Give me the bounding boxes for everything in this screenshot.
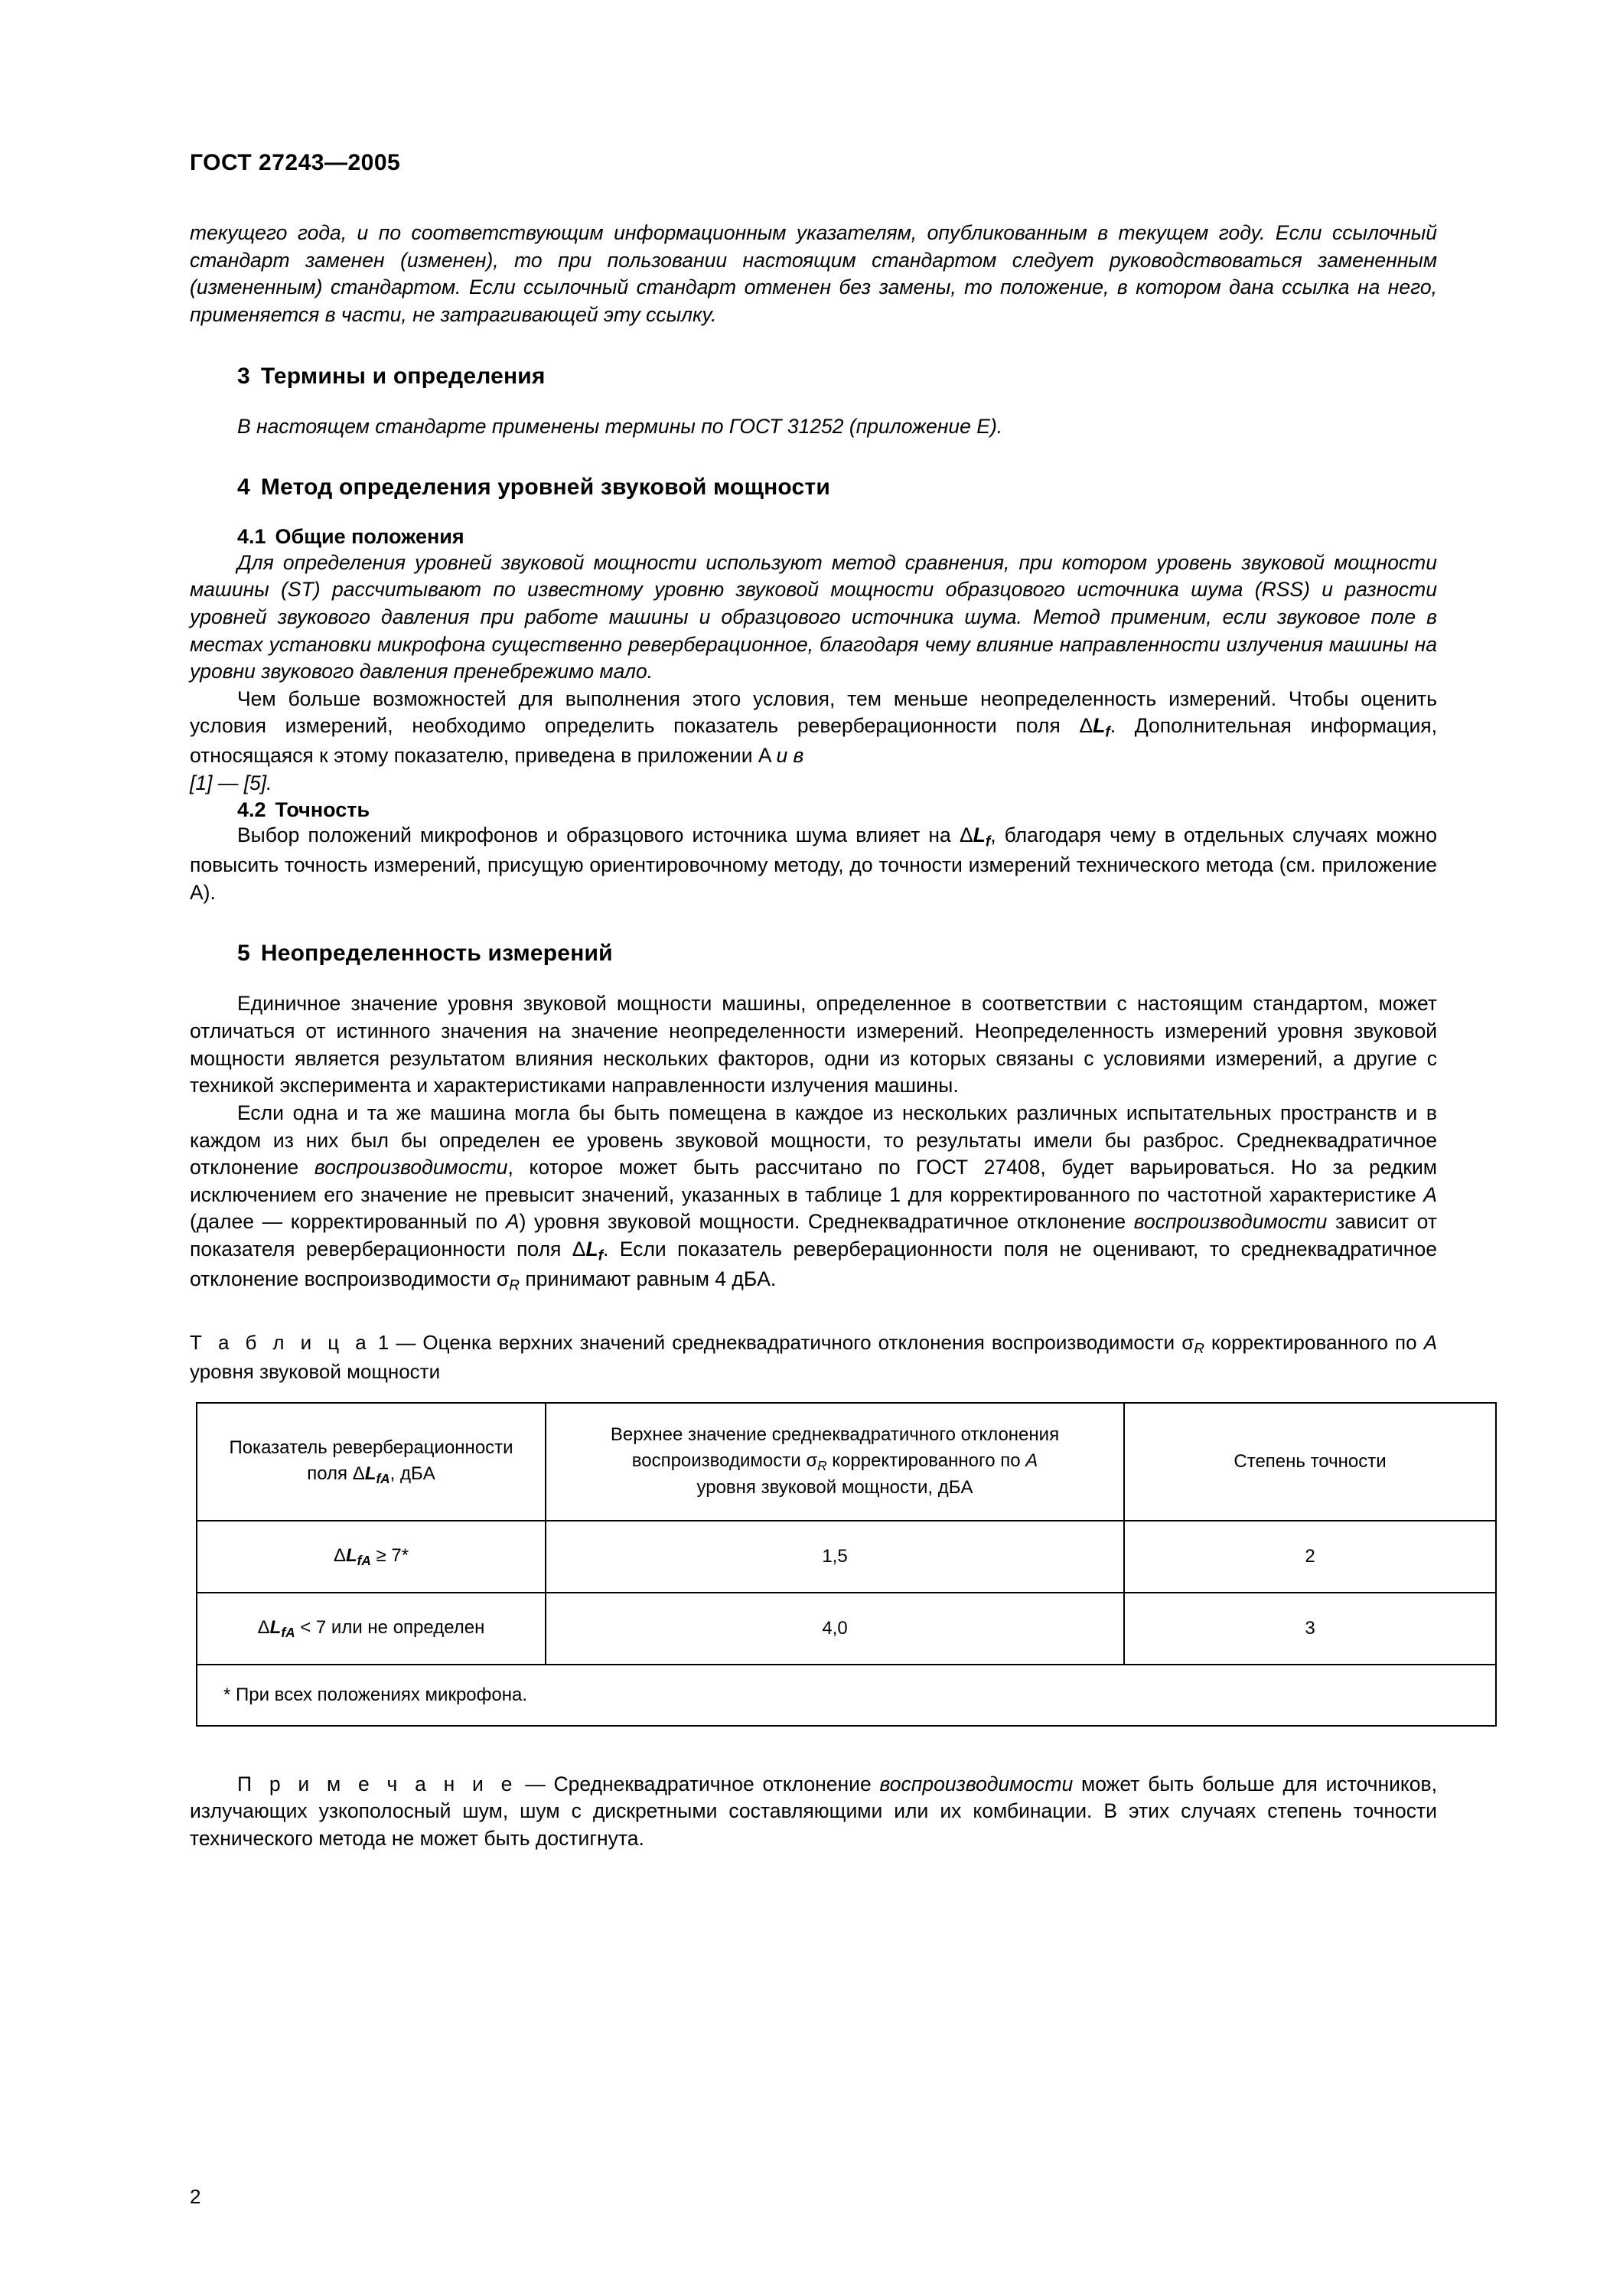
- document-header-standard-id: ГОСТ 27243—2005: [190, 150, 401, 175]
- section-5-text-g: принимают равным 4 дБA.: [525, 1267, 777, 1291]
- page-content: [190, 150, 1437, 1853]
- section-3-body: В настоящем стандарте применены термины по ГОСТ 31252 (приложение Е).: [237, 414, 1003, 438]
- section-5-paragraph-1: Единичное значение уровня звуковой мощности машины, определенное в соответствии с настоящим стандартом, может отличаться от истинного значения на значение неопределенности измерений. Неопределенность измерений уровня звуковой мощности является результатом влияния нескольких факторов, одни из которых связаны с условиями измерений, а другие с техникой эксперимента и характеристиками направленности излучения машины.: [190, 992, 1437, 1097]
- table-header-col-2-line-3: уровня звуковой мощности, дБA: [696, 1477, 973, 1499]
- subsection-4-1-text-part-3: и в: [776, 744, 804, 768]
- table-cell-condition-suffix-1: ≥ 7*: [376, 1545, 409, 1567]
- delta-lfa-symbol-header: $\Delta L_{fA}$: [352, 1463, 390, 1486]
- table-caption-number: 1: [377, 1331, 389, 1355]
- subsection-4-1-text-part-2: . Дополнительная информация, относящаяся к этому показателю, приведена в приложении A: [190, 714, 1437, 768]
- table-header-col-2-line-2-post: корректированного по: [832, 1450, 1021, 1472]
- section-5-weighting-letter-1: A: [1423, 1182, 1437, 1206]
- delta-lfa-symbol-row-1: $\Delta L_{fA}$: [333, 1545, 371, 1568]
- section-5-weighting-letter-2: A: [505, 1210, 520, 1234]
- section-5-number: 5: [237, 941, 250, 967]
- section-5-paragraph-2: [190, 1100, 1437, 1296]
- delta-lf-symbol-3: $\Delta L_f$: [572, 1238, 604, 1264]
- section-5-emphasis-reproducibility-1: воспроизводимости: [314, 1156, 508, 1179]
- section-3-number: 3: [237, 363, 250, 389]
- table-header-col-2-line-2-pre: воспроизводимости: [631, 1450, 801, 1472]
- sigma-r-symbol-1: $\sigma_R$: [496, 1267, 520, 1294]
- section-5-text-a: Если одна и та же машина могла бы быть помещена в каждое из нескольких различных испытательных пространств и в каждом из них был бы определен ее уровень звуковой мощности, то результаты имели бы разброс. Среднеквадратичное отклонение: [190, 1101, 1437, 1179]
- table-cell-accuracy-grade: 2: [1124, 1521, 1496, 1593]
- subsection-4-2-number: 4.2: [237, 797, 266, 821]
- section-4-title: Метод определения уровней звуковой мощности: [260, 475, 830, 501]
- delta-lf-symbol-2: $\Delta L_f$: [959, 823, 991, 850]
- table-caption-weighting-letter: A: [1423, 1331, 1438, 1355]
- section-4-heading: [190, 474, 1437, 501]
- subsection-4-2-text-part-2: , благодаря чему в отдельных случаях можно повысить точность измерений, присущую ориентировочному методу, до точности измерений технического метода (см. приложение A).: [190, 823, 1437, 904]
- table-footnote-row: [197, 1665, 1496, 1726]
- section-4-number: 4: [237, 475, 250, 501]
- delta-lf-symbol-1: $\Delta L_f$: [1079, 714, 1110, 741]
- section-5-text-c: (далее — корректированный по: [190, 1210, 498, 1234]
- table-cell-condition: [197, 1521, 546, 1593]
- table-1-body: [197, 1521, 1496, 1726]
- table-cell-sigma-value: 1,5: [546, 1521, 1124, 1593]
- table-cell-sigma-value: 4,0: [546, 1593, 1124, 1665]
- table-header-col-1-line-2-pre: поля: [307, 1463, 348, 1485]
- section-3-title: Термины и определения: [260, 363, 546, 389]
- section-5-text-e: зависит от показателя реверберационности поля: [190, 1210, 1437, 1261]
- note-emphasis-reproducibility: воспроизводимости: [879, 1772, 1074, 1795]
- table-header-col-1: [197, 1403, 546, 1521]
- table-row: [197, 1593, 1496, 1665]
- subsection-4-2-heading: [190, 797, 1437, 822]
- table-cell-condition: [197, 1593, 546, 1665]
- section-5-text-d: ) уровня звуковой мощности. Среднеквадратичное отклонение: [519, 1210, 1126, 1234]
- subsection-4-1-body-plain: [190, 686, 1437, 770]
- intro-paragraph: текущего года, и по соответствующим информационным указателям, опубликованным в текущем году. Если ссылочный стандарт заменен (изменен), то при пользовании настоящим стандартом следует руководствоваться замененным (измененным) стандартом. Если ссылочный стандарт отменен без замены, то положение, в котором дана ссылка на него, применяется в части, не затрагивающей эту ссылку.: [190, 221, 1437, 326]
- subsection-4-1-number: 4.1: [237, 525, 266, 549]
- subsection-4-2-text-part-1: Выбор положений микрофонов и образцового источника шума влияет на: [237, 823, 951, 847]
- sigma-r-symbol-2: $\sigma_R$: [1181, 1331, 1204, 1357]
- table-caption-label: Т а б л и ц а: [190, 1331, 371, 1355]
- table-cell-condition-suffix-2: < 7 или не определен: [300, 1617, 485, 1639]
- subsection-4-2-title: Точность: [275, 797, 370, 821]
- section-5-text-b: , которое может быть рассчитано по ГОСТ 27408, будет варьироваться. Но за редким исключением его значение не превысит значений, указанных в таблице 1 для корректированного по частотной характеристике: [190, 1156, 1437, 1206]
- table-footnote: * При всех положениях микрофона.: [197, 1665, 1496, 1726]
- sigma-r-symbol-header: $\sigma_R$: [806, 1450, 827, 1473]
- page-number-footer: 2: [190, 2185, 201, 2208]
- note-text-b: может быть больше для источников, излучающих узкополосный шум, шум с дискретными составляющими или их комбинации. В этих случаях степень точности технического метода не может быть достигнута.: [190, 1772, 1437, 1851]
- table-header-col-2-line-1: Верхнее значение среднеквадратичного отклонения: [610, 1424, 1060, 1446]
- table-1: [196, 1402, 1497, 1727]
- table-1-head: [197, 1403, 1496, 1521]
- table-row: [197, 1521, 1496, 1593]
- note-block: [190, 1771, 1437, 1853]
- table-header-col-3: Степень точности: [1124, 1403, 1496, 1521]
- section-5-emphasis-reproducibility-2: воспроизводимости: [1133, 1210, 1328, 1234]
- note-label: П р и м е ч а н и е: [237, 1772, 517, 1795]
- table-1-caption: [190, 1329, 1437, 1385]
- table-header-col-1-line-1: Показатель реверберационности: [229, 1437, 513, 1459]
- subsection-4-1-reference-range: [1] — [5].: [190, 771, 272, 795]
- table-header-col-1-line-2-post: , дБA: [389, 1463, 435, 1485]
- subsection-4-1-body-italic: Для определения уровней звуковой мощности используют метод сравнения, при котором уровень звуковой мощности машины (ST) рассчитывают по известному уровню звуковой мощности образцового источника шума (RSS) и разности уровней звукового давления при работе машины и образцового источника шума. Метод применим, если звуковое поле в местах установки микрофона существенно реверберационное, благодаря чему влияние направленности излучения машины на уровни звукового давления пренебрежимо мало.: [190, 550, 1437, 683]
- table-caption-text-c: уровня звуковой мощности: [190, 1360, 441, 1384]
- section-5-title: Неопределенность измерений: [260, 941, 613, 967]
- subsection-4-1-heading: [190, 524, 1437, 549]
- table-header-row: [197, 1403, 1496, 1521]
- section-3-heading: [190, 363, 1437, 390]
- delta-lfa-symbol-row-2: $\Delta L_{fA}$: [257, 1617, 295, 1640]
- section-5-heading: [190, 940, 1437, 967]
- section-5-text-f: . Если показатель реверберационности поля не оценивают, то среднеквадратичное отклонение воспроизводимости: [190, 1238, 1437, 1291]
- subsection-4-2-body: [190, 822, 1437, 906]
- subsection-4-1-title: Общие положения: [275, 525, 464, 549]
- table-header-col-2-weighting-letter: A: [1025, 1450, 1038, 1472]
- table-caption-text-a: — Оценка верхних значений среднеквадратичного отклонения воспроизводимости: [396, 1331, 1175, 1355]
- table-header-col-2: [546, 1403, 1124, 1521]
- subsection-4-1-text-part-1: Чем больше возможностей для выполнения этого условия, тем меньше неопределенность измерений. Чтобы оценить условия измерений, необходимо определить показатель реверберационности поля: [190, 687, 1437, 738]
- note-text-a: — Среднеквадратичное отклонение: [525, 1772, 872, 1795]
- table-caption-text-b: корректированного по: [1211, 1331, 1417, 1355]
- table-cell-accuracy-grade: 3: [1124, 1593, 1496, 1665]
